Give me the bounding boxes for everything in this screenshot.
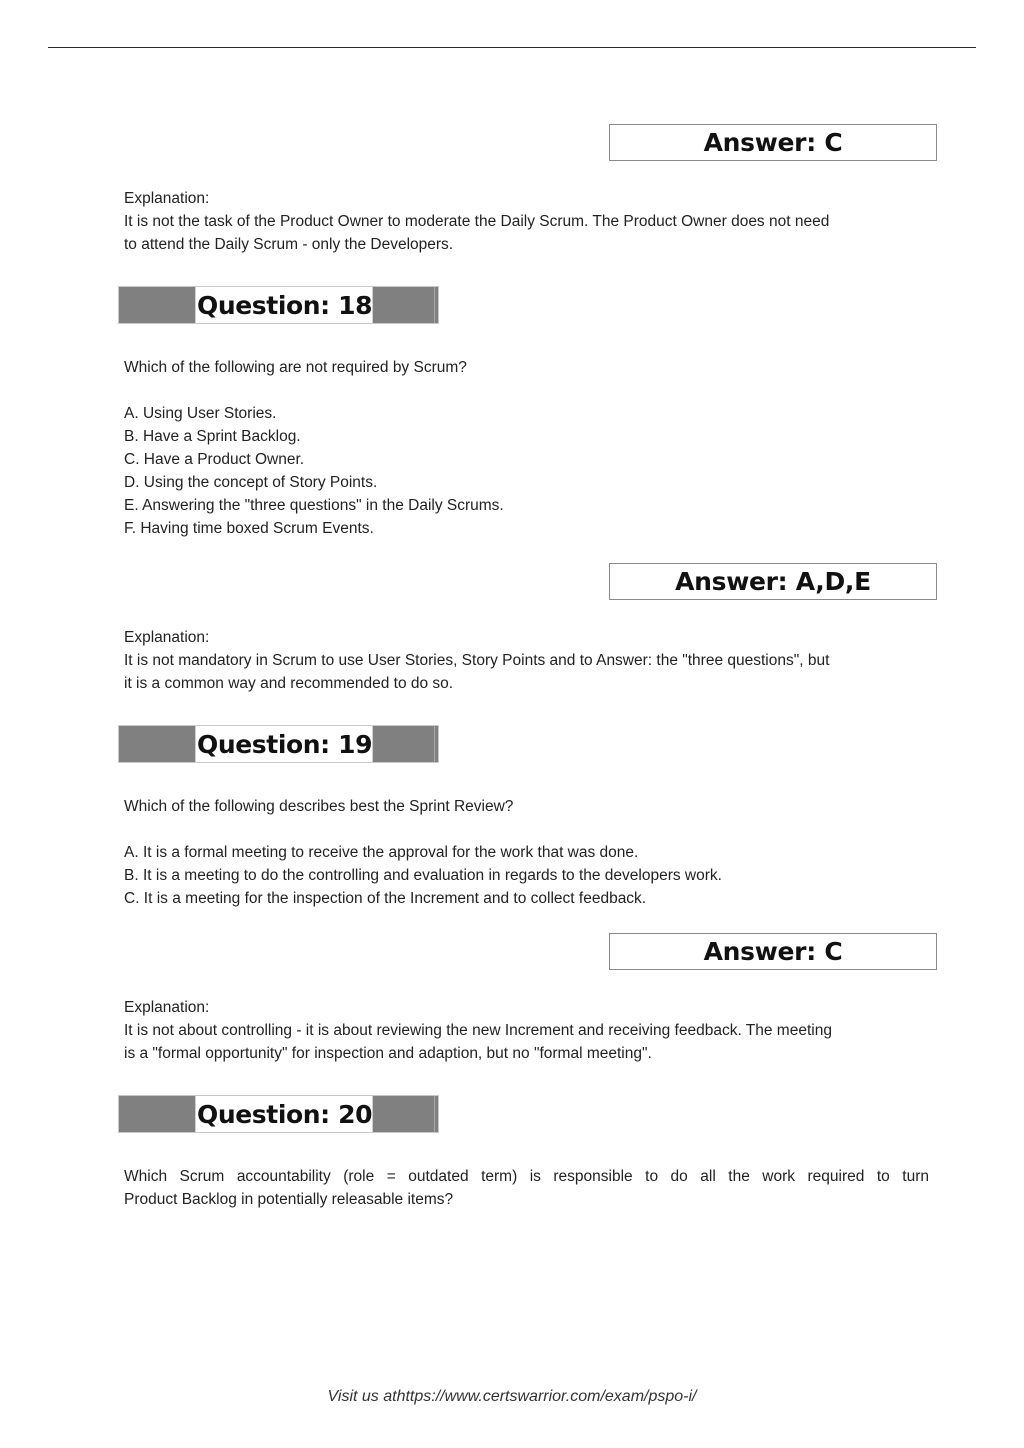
option-a: A. It is a formal meeting to receive the approval for the work that was done. [124,844,639,861]
question-prompt: Which of the following describes best the Sprint Review? [124,798,514,815]
option-e: E. Answering the "three questions" in the Daily Scrums. [124,497,504,514]
question-header-side-right [372,726,438,762]
footer-text[interactable]: Visit us athttps://www.certswarrior.com/exam/pspo-i/ [327,1388,697,1405]
question-18-body [124,356,929,540]
explanation-line: It is not mandatory in Scrum to use User Stories, Story Points and to Answer: the "three questions", but [124,652,830,669]
question-header-side-left [119,287,196,323]
option-a: A. Using User Stories. [124,405,277,422]
explanation-line: to attend the Daily Scrum - only the Developers. [124,236,454,253]
question-19-body [124,795,929,910]
explanation-line: is a "formal opportunity" for inspection and adaption, but no "formal meeting". [124,1045,652,1062]
explanation-q18 [124,626,929,695]
explanation-q17 [124,187,929,256]
option-c: C. It is a meeting for the inspection of the Increment and to collect feedback. [124,890,647,907]
top-divider [48,47,976,48]
question-label: Question: 18 [196,287,372,323]
explanation-line: it is a common way and recommended to do so. [124,675,454,692]
explanation-line: It is not about controlling - it is about reviewing the new Increment and receiving feedback. The meeting [124,1022,832,1039]
explanation-heading: Explanation: [124,999,210,1016]
answer-label: Answer: A,D,E [675,567,871,596]
question-prompt: Which of the following are not required by Scrum? [124,359,467,376]
question-header-18 [118,286,439,324]
option-d: D. Using the concept of Story Points. [124,474,378,491]
question-header-side-right [372,1096,438,1132]
footer-visit-link[interactable] [0,1388,1024,1406]
explanation-line: It is not the task of the Product Owner to moderate the Daily Scrum. The Product Owner does not need [124,213,830,230]
option-b: B. Have a Sprint Backlog. [124,428,301,445]
question-header-side-right [372,287,438,323]
explanation-heading: Explanation: [124,190,210,207]
question-header-20 [118,1095,439,1133]
answer-box-q17 [609,124,937,161]
question-prompt-line: Which Scrum accountability (role = outdated term) is responsible to do all the work required to turn [124,1168,929,1185]
question-header-side-left [119,1096,196,1132]
question-label: Question: 19 [196,726,372,762]
answer-label: Answer: C [703,128,843,157]
answer-label: Answer: C [703,937,843,966]
question-label: Question: 20 [196,1096,372,1132]
explanation-heading: Explanation: [124,629,210,646]
option-b: B. It is a meeting to do the controlling and evaluation in regards to the developers work. [124,867,722,884]
question-header-19 [118,725,439,763]
question-20-body [124,1165,929,1211]
question-prompt-line: Product Backlog in potentially releasable items? [124,1191,454,1208]
option-c: C. Have a Product Owner. [124,451,305,468]
answer-box-q19 [609,933,937,970]
option-f: F. Having time boxed Scrum Events. [124,520,374,537]
answer-box-q18 [609,563,937,600]
question-header-side-left [119,726,196,762]
explanation-q19 [124,996,929,1065]
